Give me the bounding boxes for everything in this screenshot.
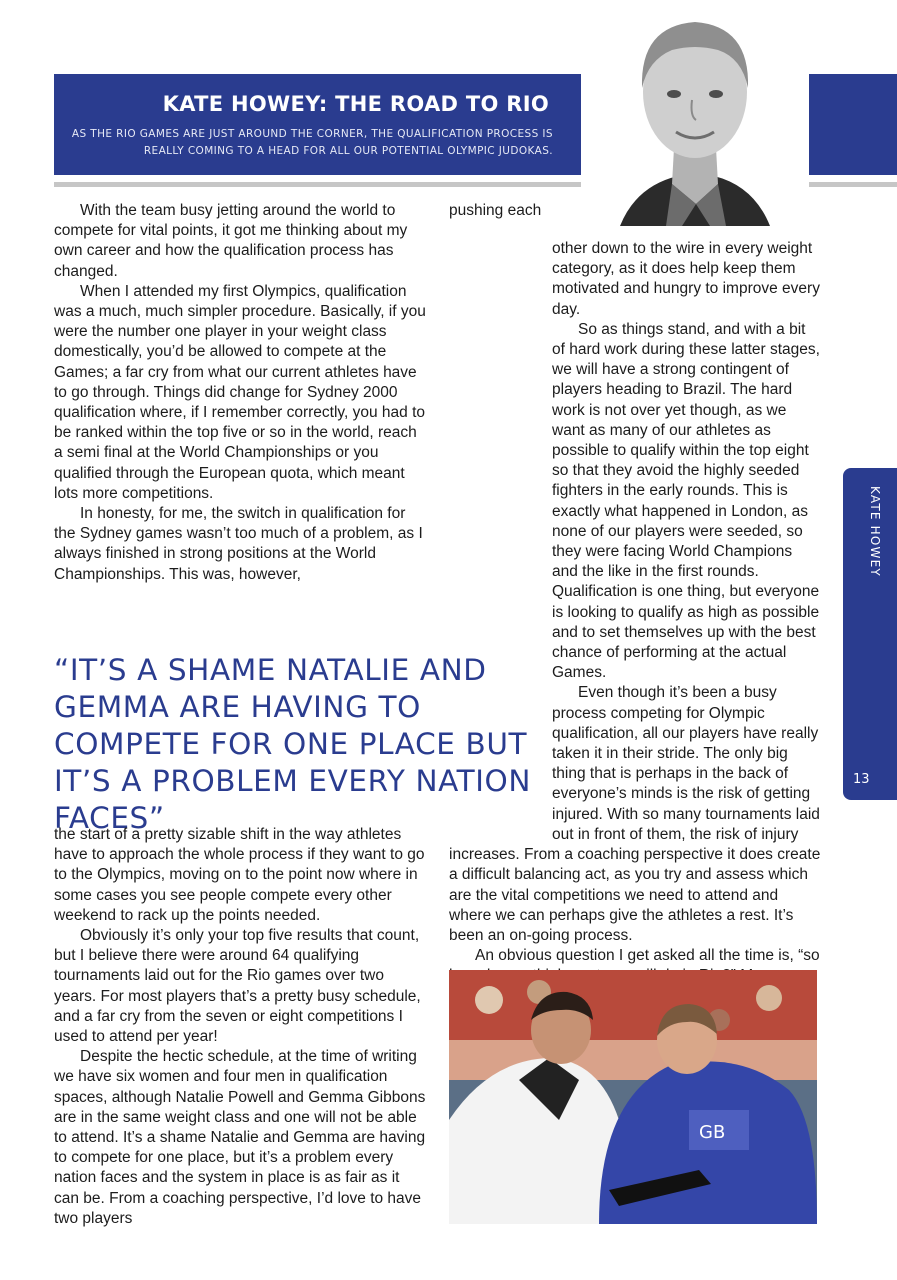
photo-back-text: GB bbox=[699, 1122, 726, 1143]
header-rule-left bbox=[54, 182, 581, 187]
portrait-wrap-spacer bbox=[551, 201, 821, 239]
paragraph: Obviously it’s only your top five results that count, but I believe there were around 64 qualifying tournaments laid out for the Rio games over two years. For most players that’s a pretty busy schedule, and a far cry from the seven or eight competitions I used to attend per year! bbox=[54, 927, 421, 1046]
paragraph: With the team busy jetting around the world to compete for vital points, it got me thinking about my own career and how the qualification process has changed. bbox=[54, 202, 408, 280]
article-header bbox=[54, 74, 581, 175]
paragraph: So as things stand, and with a bit of hard work during these latter stages, we will have a strong contingent of players heading to Brazil. The hard work is not over yet though, as we want as many of our athletes as possible to qualify within the top eight so that they avoid the highly seeded fighters in the early rounds. This is exactly what happened in London, as none of our players were seeded, so they were facing World Champions and the like in the first rounds. Qualification is one thing, but everyone is looking to qualify as high as possible and to set themselves up with the best chance of performing at the actual Games. bbox=[552, 320, 820, 682]
body-column-1-bottom bbox=[54, 825, 426, 1229]
paragraph: Despite the hectic schedule, at the time of writing we have six women and four men in qualification spaces, although Natalie Powell and Gemma Gibbons are in the same weight class and one will not be able to attend. It’s a shame Natalie and Gemma are having to compete for one place, but it’s a problem every nation faces and the system in place is as fair as it can be. From a coaching perspective, I’d love to have two players bbox=[54, 1048, 426, 1227]
judo-photo bbox=[449, 970, 817, 1224]
body-column-1-top bbox=[54, 201, 426, 585]
paragraph: In honesty, for me, the switch in qualification for the Sydney games wasn’t too much of a problem, as I always finished in strong positions at the World Championships. This was, however, bbox=[54, 505, 423, 583]
paragraph: the start of a pretty sizable shift in the way athletes have to approach the whole process if they want to go to the Olympics, moving on to the point now where in some cases you see people compete every other weekend to rack up the points needed. bbox=[54, 826, 425, 924]
portrait-photo bbox=[578, 8, 810, 226]
pull-quote: “IT’S A SHAME NATALIE AND GEMMA ARE HAVING TO COMPETE FOR ONE PLACE BUT IT’S A PROBLEM EVERY NATION FACES” bbox=[54, 653, 532, 835]
header-accent-block bbox=[809, 74, 897, 175]
article-subtitle: AS THE RIO GAMES ARE JUST AROUND THE CORNER, THE QUALIFICATION PROCESS IS REALLY COMING TO A HEAD FOR ALL OUR POTENTIAL OLYMPIC JUDOKAS. bbox=[71, 128, 553, 157]
article-title: KATE HOWEY: THE ROAD TO RIO bbox=[162, 92, 549, 116]
paragraph: pushing each other down to the wire in every weight category, as it does help keep them motivated and hungry to improve every day. bbox=[449, 202, 820, 318]
side-tab-label: KATE HOWEY bbox=[868, 486, 882, 577]
side-tab bbox=[843, 468, 897, 800]
paragraph: Even though it’s been a busy process competing for Olympic qualification, all our players have really taken it in their stride. The only big thing that is perhaps in the back of everyone’s minds is the risk of getting injured. With so many tournaments laid out in front of them, the risk of injury increases. From a coaching perspective it does create a difficult balancing act, as you try and assess which are the vital competitions we need to attend and where we can perhaps give the athletes a rest. It’s been an on-going process. bbox=[449, 684, 821, 944]
pull-quote-wrap-spacer bbox=[449, 624, 552, 825]
header-rule-right bbox=[809, 182, 897, 187]
paragraph: An obvious question I get asked all the time is, “so bbox=[475, 947, 820, 965]
page-number: 13 bbox=[853, 772, 870, 787]
body-column-2 bbox=[449, 201, 821, 1047]
paragraph: When I attended my first Olympics, qualification was a much, much simpler procedure. Basically, if you were the number one player in your weight class domestically, you’d be allowed to compete at the Games; a far cry from what our current athletes have to go through. Things did change for Sydney 2000 qualification where, if I remember correctly, you had to be ranked within the top five or so in the world, reach a semi final at the World Championships or you qualified through the European quota, which meant lots more competitions. bbox=[54, 282, 426, 502]
